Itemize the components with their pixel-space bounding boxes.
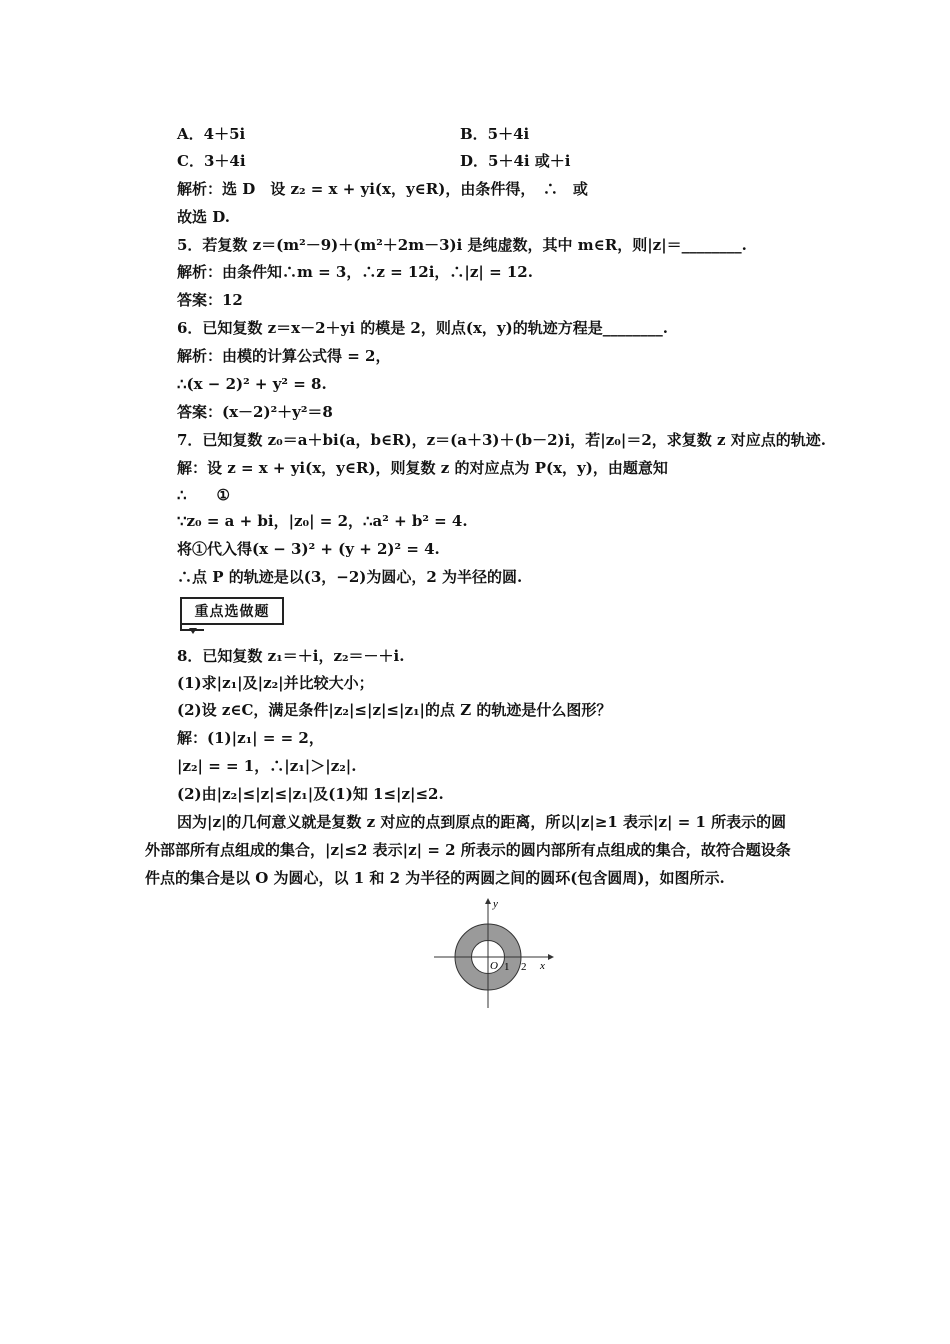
explanation-line: 外部部所有点组成的集合，|z|≤2 表示|z| = 2 所表示的圆内部所有点组成的集合，故符合题设条: [145, 841, 791, 859]
solution-line: 解：设 z = x + yi(x，y∈R)，则复数 z 的对应点为 P(x，y)，由题意知: [177, 459, 668, 477]
solution-line: |z₂| = = 1，∴|z₁|＞|z₂|.: [177, 757, 357, 775]
explanation-line: 因为|z|的几何意义就是复数 z 对应的点到原点的距离，所以|z|≥1 表示|z| = 1 所表示的圆: [177, 813, 787, 831]
question-8: 8．已知复数 z₁＝＋i，z₂＝－＋i.: [177, 647, 405, 665]
equation-line: ∴ ①: [177, 486, 230, 504]
origin-label: O: [490, 960, 498, 972]
analysis-line: 解析：选 D 设 z₂ = x + yi(x，y∈R)，由条件得， ∴ 或: [177, 180, 588, 198]
annulus-figure: [432, 896, 562, 1016]
y-axis-label: y: [493, 898, 498, 910]
option-c: C．3＋4i: [177, 152, 246, 170]
option-b: B．5＋4i: [460, 125, 530, 143]
section-label: 重点选做题: [180, 597, 284, 625]
conclusion-line: 故选 D.: [177, 208, 230, 226]
analysis-line: 解析：由模的计算公式得 = 2，: [177, 347, 391, 365]
conclusion-line: ∴点 P 的轨迹是以(3，−2)为圆心，2 为半径的圆.: [177, 568, 523, 586]
equation-line: ∴(x − 2)² + y² = 8.: [177, 375, 327, 393]
y-axis-arrow-icon: [485, 898, 491, 904]
solution-line: (2)由|z₂|≤|z|≤|z₁|及(1)知 1≤|z|≤2.: [177, 785, 444, 803]
option-d: D．5＋4i 或＋i: [460, 152, 571, 170]
tick-label-1: 1: [504, 961, 510, 973]
sub-question-1: (1)求|z₁|及|z₂|并比较大小；: [177, 674, 374, 692]
answer-line: 答案：12: [177, 291, 243, 309]
question-7: 7．已知复数 z₀＝a＋bi(a，b∈R)，z＝(a＋3)＋(b－2)i，若|z₀|＝2，求复数 z 对应点的轨迹.: [177, 431, 826, 449]
x-axis-label: x: [540, 960, 545, 972]
section-arrow-icon: [189, 628, 197, 634]
equation-line: ∵z₀ = a + bi，|z₀| = 2，∴a² + b² = 4.: [177, 512, 468, 530]
answer-line: 答案：(x－2)²＋y²＝8: [177, 403, 333, 421]
sub-question-2: (2)设 z∈C，满足条件|z₂|≤|z|≤|z₁|的点 Z 的轨迹是什么图形？: [177, 701, 612, 719]
explanation-line: 件点的集合是以 O 为圆心，以 1 和 2 为半径的两圆之间的圆环(包含圆周)，如图所示.: [145, 869, 725, 887]
question-5: 5．若复数 z＝(m²－9)＋(m²＋2m－3)i 是纯虚数，其中 m∈R，则|z|＝________.: [177, 236, 747, 254]
question-6: 6．已知复数 z＝x－2＋yi 的模是 2，则点(x，y)的轨迹方程是________.: [177, 319, 668, 337]
option-a: A．4＋5i: [177, 125, 246, 143]
x-axis-arrow-icon: [548, 954, 554, 960]
tick-label-2: 2: [521, 961, 527, 973]
equation-line: 将①代入得(x − 3)² + (y + 2)² = 4.: [177, 540, 440, 558]
solution-line: 解：(1)|z₁| = = 2，: [177, 729, 324, 747]
analysis-line: 解析：由条件知∴m = 3，∴z = 12i，∴|z| = 12.: [177, 263, 533, 281]
